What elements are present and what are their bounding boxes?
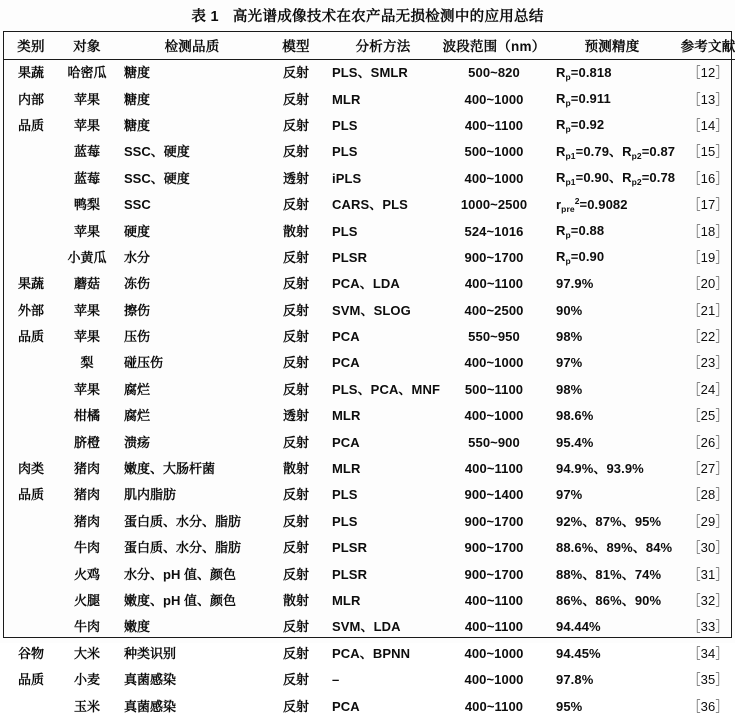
cell-reference: ［22］ [687, 329, 729, 345]
cell-model: 透射 [282, 170, 309, 186]
cell-category: 果蔬 [17, 276, 44, 292]
cell-quality: 水分 [124, 249, 151, 265]
cell-method: PCA [332, 355, 360, 371]
cell-band: 400~1100 [464, 117, 524, 133]
cell-accuracy: $R_p=0.818$ [556, 64, 612, 82]
cell-band: 500~1100 [464, 381, 524, 397]
cell-reference: ［15］ [687, 144, 729, 160]
cell-band: 400~1000 [464, 408, 524, 424]
cell-method: PLS、PCA、MNF [332, 381, 440, 397]
cell-category [4, 429, 58, 455]
cell-reference: ［18］ [687, 223, 729, 239]
cell-model: 反射 [282, 645, 309, 661]
cell-object: 苹果 [73, 223, 100, 239]
cell-accuracy: 88.6%、89%、84% [556, 540, 673, 556]
table-number: 表 1 [191, 9, 219, 25]
cell-method: PLS、SMLR [332, 65, 408, 81]
cell-accuracy: 97.9% [556, 276, 594, 292]
cell-reference: ［19］ [687, 249, 729, 265]
cell-category [4, 561, 58, 587]
cell-quality: SSC [124, 197, 151, 213]
cell-method: PCA、LDA [332, 276, 400, 292]
table-row [4, 588, 735, 614]
cell-reference: ［12］ [687, 65, 729, 81]
cell-reference: ［35］ [687, 672, 729, 688]
column-header-band: 波段范围（nm） [442, 32, 546, 60]
cell-category: 品质 [17, 329, 44, 345]
cell-object: 火腿 [73, 593, 100, 608]
cell-method: CARS、PLS [332, 197, 408, 213]
cell-band: 900~1700 [464, 540, 524, 556]
cell-quality: 水分、pH 值、颜色 [124, 566, 236, 582]
cell-category: 谷物 [17, 645, 44, 661]
cell-reference: ［25］ [687, 408, 729, 424]
table-row [4, 350, 735, 376]
cell-category [4, 403, 58, 429]
cell-quality: 嫩度、大肠杆菌 [124, 461, 216, 477]
cell-object: 猪肉 [73, 513, 100, 529]
table-frame [3, 31, 735, 714]
cell-method: PCA [332, 329, 360, 345]
cell-object: 苹果 [73, 302, 100, 318]
cell-method: PLS [332, 117, 358, 133]
cell-category: 肉类 [17, 461, 44, 477]
cell-model: 反射 [282, 276, 309, 292]
cell-quality: 糖度 [124, 117, 151, 133]
cell-method: PLSR [332, 540, 368, 556]
cell-accuracy: $R_p=0.88$ [556, 223, 605, 241]
cell-quality: 硬度 [124, 223, 151, 239]
table-row [4, 429, 735, 455]
cell-band: 400~1000 [464, 91, 524, 107]
table-row [4, 86, 735, 112]
cell-model: 反射 [282, 249, 309, 265]
cell-accuracy: 88%、81%、74% [556, 566, 662, 582]
cell-band: 500~820 [468, 65, 520, 81]
cell-accuracy: 95.4% [556, 434, 594, 450]
cell-quality: 嫩度 [124, 619, 151, 635]
table-row [4, 403, 735, 429]
table-row [4, 614, 735, 640]
cell-category [4, 693, 58, 719]
cell-quality: 碰压伤 [124, 355, 164, 371]
cell-method: MLR [332, 408, 361, 424]
table-row [4, 482, 735, 508]
cell-quality: 糖度 [124, 65, 151, 81]
cell-quality: SSC、硬度 [124, 144, 190, 160]
cell-method: PLS [332, 513, 358, 529]
cell-object: 梨 [80, 355, 94, 371]
cell-reference: ［14］ [687, 117, 729, 133]
cell-model: 反射 [282, 197, 309, 213]
cell-quality: 肌内脂肪 [124, 487, 177, 503]
cell-reference: ［26］ [687, 434, 729, 450]
table-row [4, 298, 735, 324]
cell-reference: ［24］ [687, 381, 729, 397]
cell-band: 400~1100 [464, 593, 524, 608]
cell-reference: ［34］ [687, 645, 729, 661]
cell-quality: 蛋白质、水分、脂肪 [124, 513, 242, 529]
cell-object: 苹果 [73, 91, 100, 107]
table-header-row [4, 32, 735, 60]
cell-quality: 真菌感染 [124, 698, 177, 714]
cell-accuracy: 95% [556, 698, 583, 714]
cell-object: 火鸡 [73, 566, 100, 582]
cell-method: PLS [332, 223, 358, 239]
cell-band: 900~1700 [464, 513, 524, 529]
table-row [4, 456, 735, 482]
column-header-category: 类别 [4, 32, 58, 60]
cell-object: 牛肉 [73, 540, 100, 556]
cell-quality: 压伤 [124, 329, 151, 345]
cell-model: 反射 [282, 619, 309, 635]
cell-method: iPLS [332, 170, 362, 186]
cell-quality: 腐烂 [124, 408, 151, 424]
cell-category [4, 509, 58, 535]
cell-category: 品质 [17, 487, 44, 503]
cell-band: 400~1100 [464, 698, 524, 714]
cell-quality: SSC、硬度 [124, 170, 190, 186]
cell-quality: 真菌感染 [124, 672, 177, 688]
cell-accuracy: 94.45% [556, 645, 601, 661]
cell-reference: ［28］ [687, 487, 729, 503]
table-row [4, 667, 735, 693]
table-row [4, 535, 735, 561]
cell-accuracy: 90% [556, 302, 583, 318]
cell-model: 反射 [282, 487, 309, 503]
table-body [4, 60, 735, 720]
cell-method: PCA [332, 434, 360, 450]
cell-object: 猪肉 [73, 461, 100, 477]
cell-object: 小麦 [73, 672, 100, 688]
cell-method: SVM、LDA [332, 619, 401, 635]
cell-object: 柑橘 [73, 408, 100, 424]
cell-category [4, 218, 58, 244]
cell-accuracy: 98.6% [556, 408, 594, 424]
cell-object: 脐橙 [73, 434, 100, 450]
cell-model: 反射 [282, 144, 309, 160]
cell-accuracy: 98% [556, 329, 583, 345]
column-header-reference: 参考文献 [678, 32, 735, 60]
cell-category [4, 139, 58, 165]
table-row [4, 377, 735, 403]
cell-reference: ［16］ [687, 170, 729, 186]
cell-band: 900~1700 [464, 249, 524, 265]
cell-reference: ［30］ [687, 540, 729, 556]
cell-model: 反射 [282, 381, 309, 397]
cell-object: 苹果 [73, 117, 100, 133]
cell-reference: ［33］ [687, 619, 729, 635]
table-row [4, 693, 735, 719]
cell-accuracy: 94.9%、93.9% [556, 461, 644, 477]
cell-reference: ［21］ [687, 302, 729, 318]
cell-quality: 溃疡 [124, 434, 151, 450]
table-row [4, 271, 735, 297]
cell-band: 400~1100 [464, 461, 524, 477]
cell-object: 蓝莓 [73, 144, 100, 160]
column-header-method: 分析方法 [324, 32, 442, 60]
cell-band: 400~1000 [464, 672, 524, 688]
table-head [4, 32, 735, 60]
cell-category [4, 350, 58, 376]
cell-model: 反射 [282, 302, 309, 318]
cell-reference: ［23］ [687, 355, 729, 371]
cell-band: 550~900 [468, 434, 520, 450]
cell-accuracy: $R_{p1}=0.79$、$R_{p2}=0.87$ [556, 143, 676, 161]
cell-model: 反射 [282, 329, 309, 345]
cell-category [4, 377, 58, 403]
cell-category: 外部 [17, 302, 44, 318]
table-row [4, 192, 735, 218]
cell-model: 反射 [282, 566, 309, 582]
table-row [4, 509, 735, 535]
cell-accuracy: $R_p=0.92$ [556, 117, 605, 135]
cell-model: 反射 [282, 117, 309, 133]
table-row [4, 166, 735, 192]
table-row [4, 113, 735, 139]
cell-reference: ［13］ [687, 91, 729, 107]
cell-model: 反射 [282, 434, 309, 450]
cell-reference: ［20］ [687, 276, 729, 292]
table-row [4, 139, 735, 165]
cell-category: 品质 [17, 117, 44, 133]
cell-object: 牛肉 [73, 619, 100, 635]
cell-band: 900~1700 [464, 566, 524, 582]
cell-band: 400~1000 [464, 645, 524, 661]
cell-method: – [332, 672, 340, 688]
cell-model: 反射 [282, 91, 309, 107]
cell-method: PLS [332, 487, 358, 503]
cell-model: 散射 [282, 461, 309, 477]
column-header-accuracy: 预测精度 [546, 32, 678, 60]
cell-method: MLR [332, 593, 361, 608]
cell-reference: ［32］ [687, 593, 729, 608]
cell-object: 蓝莓 [73, 170, 100, 186]
cell-band: 900~1400 [464, 487, 524, 503]
cell-accuracy: 97% [556, 487, 583, 503]
cell-object: 玉米 [73, 698, 100, 714]
cell-model: 反射 [282, 672, 309, 688]
cell-accuracy: 97% [556, 355, 583, 371]
cell-quality: 冻伤 [124, 276, 151, 292]
table-row [4, 245, 735, 271]
cell-band: 550~950 [468, 329, 520, 345]
application-summary-table [4, 32, 735, 720]
cell-method: MLR [332, 91, 361, 107]
cell-category [4, 166, 58, 192]
cell-accuracy: $R_{p1}=0.90$、$R_{p2}=0.78$ [556, 170, 676, 188]
cell-object: 蘑菇 [73, 276, 100, 292]
cell-object: 大米 [73, 645, 100, 661]
cell-accuracy: 97.8% [556, 672, 594, 688]
table-row [4, 324, 735, 350]
cell-model: 反射 [282, 513, 309, 529]
cell-method: MLR [332, 461, 361, 477]
cell-accuracy: $R_p=0.90$ [556, 249, 605, 267]
cell-band: 400~2500 [464, 302, 524, 318]
cell-band: 524~1016 [464, 223, 524, 239]
cell-accuracy: 86%、86%、90% [556, 593, 662, 608]
cell-reference: ［36］ [687, 698, 729, 714]
cell-band: 1000~2500 [460, 197, 528, 213]
cell-band: 400~1000 [464, 355, 524, 371]
cell-model: 散射 [282, 593, 309, 608]
cell-band: 400~1100 [464, 276, 524, 292]
cell-model: 反射 [282, 65, 309, 81]
cell-object: 小黄瓜 [67, 249, 107, 265]
cell-object: 苹果 [73, 381, 100, 397]
cell-object: 鸭梨 [73, 197, 100, 213]
cell-object: 苹果 [73, 329, 100, 345]
cell-method: PCA [332, 698, 360, 714]
table-caption-text: 高光谱成像技术在农产品无损检测中的应用总结 [232, 9, 544, 25]
cell-accuracy: $R_p=0.911$ [556, 91, 611, 109]
cell-category [4, 192, 58, 218]
cell-method: PLSR [332, 249, 368, 265]
column-header-quality: 检测品质 [116, 32, 268, 60]
cell-reference: ［31］ [687, 566, 729, 582]
cell-reference: ［29］ [687, 513, 729, 529]
cell-category: 品质 [17, 672, 44, 688]
cell-reference: ［17］ [687, 197, 729, 213]
cell-quality: 糖度 [124, 91, 151, 107]
table-caption [0, 0, 735, 31]
cell-band: 400~1100 [464, 619, 524, 635]
cell-quality: 擦伤 [124, 302, 151, 318]
cell-category: 果蔬 [17, 65, 44, 81]
cell-quality: 种类识别 [124, 645, 177, 661]
cell-object: 哈密瓜 [67, 65, 107, 81]
cell-category [4, 245, 58, 271]
cell-band: 500~1000 [464, 144, 524, 160]
cell-method: PLS [332, 144, 358, 160]
cell-accuracy: $r_{pre}^2=0.9082$ [556, 195, 628, 214]
cell-quality: 腐烂 [124, 381, 151, 397]
cell-quality: 嫩度、pH 值、颜色 [124, 593, 236, 608]
table-row [4, 641, 735, 667]
cell-accuracy: 94.44% [556, 619, 601, 635]
cell-model: 反射 [282, 355, 309, 371]
column-header-object: 对象 [58, 32, 116, 60]
cell-model: 透射 [282, 408, 309, 424]
table-row [4, 60, 735, 87]
cell-model: 散射 [282, 223, 309, 239]
table-row [4, 218, 735, 244]
cell-category: 内部 [17, 91, 44, 107]
cell-reference: ［27］ [687, 461, 729, 477]
cell-accuracy: 98% [556, 381, 583, 397]
table-row [4, 561, 735, 587]
cell-model: 反射 [282, 698, 309, 714]
cell-accuracy: 92%、87%、95% [556, 513, 662, 529]
cell-band: 400~1000 [464, 170, 524, 186]
cell-category [4, 614, 58, 640]
cell-method: PCA、BPNN [332, 645, 411, 661]
cell-method: SVM、SLOG [332, 302, 411, 318]
cell-category [4, 535, 58, 561]
cell-object: 猪肉 [73, 487, 100, 503]
cell-model: 反射 [282, 540, 309, 556]
column-header-model: 模型 [268, 32, 324, 60]
cell-method: PLSR [332, 566, 368, 582]
cell-category [4, 588, 58, 614]
cell-quality: 蛋白质、水分、脂肪 [124, 540, 242, 556]
